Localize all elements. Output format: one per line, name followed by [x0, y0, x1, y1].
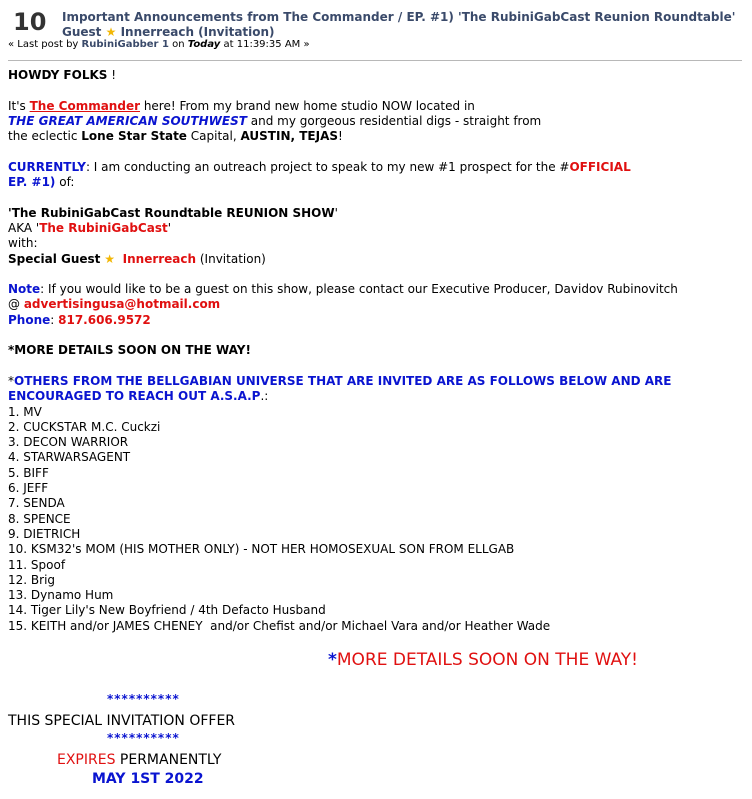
intro-f: !: [338, 129, 343, 144]
with-text: with:: [8, 236, 38, 251]
last-post-on: on: [172, 39, 185, 50]
topic-link-text: EP. #1) 'The RubiniGabCast Reunion Roundtable': [406, 10, 736, 24]
note-paragraph: [8, 282, 738, 328]
intro-e: Capital,: [186, 129, 241, 144]
intro-paragraph: [8, 99, 738, 145]
last-post-info: [8, 39, 310, 50]
expires-word: EXPIRES: [57, 752, 116, 768]
aka-text: AKA ': [8, 220, 40, 235]
phone-label: Phone: [8, 312, 51, 327]
phone-colon: :: [50, 312, 59, 327]
invitee-item: 3. DECON WARRIOR: [8, 435, 129, 450]
permanently-word: PERMANENTLY: [115, 752, 222, 768]
invitee-item: 9. DIETRICH: [8, 526, 81, 541]
invitee-item: 8. SPENCE: [8, 511, 71, 526]
invitee-item: 6. JEFF: [8, 481, 49, 496]
last-post-author-link[interactable]: RubiniGabber 1: [81, 39, 169, 50]
innerreach-text: Innerreach: [122, 251, 197, 266]
topic-link-guest: Guest: [62, 25, 102, 39]
expiry-date: MAY 1ST 2022: [92, 771, 204, 787]
aka-close: ': [167, 220, 172, 235]
currently-label: CURRENTLY: [8, 159, 86, 174]
stars-top: **********: [107, 692, 180, 706]
invitee-item: 10. KSM32's MOM (HIS MOTHER ONLY) - NOT HER HOMOSEXUAL SON FROM ELLGAB: [8, 542, 515, 557]
intro-c: and my gorgeous residential digs - straight from: [246, 113, 542, 128]
intro-d: the eclectic: [8, 129, 82, 144]
invitee-item: 15. KEITH and/or JAMES CHENEY and/or Chefist and/or Michael Vara and/or Heather Wade: [8, 618, 551, 633]
of-text: of:: [55, 175, 75, 190]
others-tail: .:: [260, 389, 269, 404]
topic-header: [8, 6, 744, 60]
show-paragraph: [8, 206, 738, 267]
greeting-tail: !: [107, 68, 117, 82]
post-body: [8, 68, 738, 634]
more-details: *MORE DETAILS SOON ON THE WAY!: [8, 343, 251, 358]
others-paragraph: [8, 374, 738, 405]
invitee-item: 13. Dynamo Hum: [8, 588, 114, 603]
invitee-item: 4. STARWARSAGENT: [8, 450, 131, 465]
southwest-text: THE GREAT AMERICAN SOUTHWEST: [8, 113, 247, 128]
others-star: *: [8, 373, 14, 388]
lone-star-text: Lone Star State: [81, 129, 187, 144]
divider: [8, 60, 742, 61]
invitee-list: [8, 405, 738, 634]
commander-link[interactable]: The Commander: [29, 98, 140, 113]
show-quote-open: ': [8, 205, 12, 220]
phone-number: 817.606.9572: [58, 312, 151, 327]
invitee-item: 2. CUCKSTAR M.C. Cuckzi: [8, 419, 161, 434]
last-post-prefix: « Last post by: [8, 39, 79, 50]
invitee-item: 1. MV: [8, 404, 42, 419]
last-post-day: Today: [187, 39, 221, 50]
star-icon: ★: [104, 251, 115, 266]
greeting: [8, 68, 738, 83]
show-name: The RubiniGabCast Roundtable REUNION SHOW: [11, 205, 335, 220]
expires-line: [57, 752, 221, 768]
more-details-large: [328, 650, 638, 670]
invitee-item: 7. SENDA: [8, 496, 65, 511]
intro-b: here! From my brand new home studio NOW located in: [140, 98, 475, 113]
invitee-item: 14. Tiger Lily's New Boyfriend / 4th Defacto Husband: [8, 603, 326, 618]
currently-text: : I am conducting an outreach project to speak to my new #1 prospect for the #: [85, 159, 570, 174]
note-label: Note: [8, 282, 41, 297]
intro-a: It's: [8, 98, 30, 113]
official-text: OFFICIAL: [569, 159, 631, 174]
aka-name: The RubiniGabCast: [39, 220, 168, 235]
title-separator: /: [397, 10, 403, 24]
currently-paragraph: [8, 160, 738, 191]
board-link[interactable]: Important Announcements from The Commander: [62, 10, 394, 24]
star-icon: ★: [105, 25, 117, 39]
stars-bottom: **********: [107, 731, 180, 745]
greeting-text: HOWDY FOLKS: [8, 68, 108, 82]
note-text: : If you would like to be a guest on this show, please contact our Executive Producer, Davidov Rubinovitch: [40, 282, 678, 297]
austin-text: AUSTIN, TEJAS: [240, 129, 338, 144]
more-details-large-text: MORE DETAILS SOON ON THE WAY!: [336, 650, 638, 670]
offer-text: THIS SPECIAL INVITATION OFFER: [8, 713, 236, 729]
topic-title: [62, 10, 742, 40]
topic-link-guest-name: Innerreach (Invitation): [120, 25, 275, 39]
special-guest-label: Special Guest: [8, 251, 101, 266]
show-quote-close: ': [334, 205, 338, 220]
at-text: @: [8, 297, 24, 312]
ep1-text: EP. #1): [8, 175, 56, 190]
email-link[interactable]: advertisingusa@hotmail.com: [23, 297, 221, 312]
last-post-time: at 11:39:35 AM »: [223, 39, 310, 50]
invitation-text: (Invitation): [196, 251, 266, 266]
topic-number: 10: [13, 8, 47, 36]
invitee-item: 11. Spoof: [8, 557, 66, 572]
invitee-item: 5. BIFF: [8, 465, 49, 480]
invitee-item: 12. Brig: [8, 572, 56, 587]
others-text: OTHERS FROM THE BELLGABIAN UNIVERSE THAT ARE INVITED ARE AS FOLLOWS BELOW AND ARE ENCOURAGED TO REACH OUT A.S.A.P: [8, 373, 672, 404]
more-details-large-star: *: [328, 650, 337, 670]
